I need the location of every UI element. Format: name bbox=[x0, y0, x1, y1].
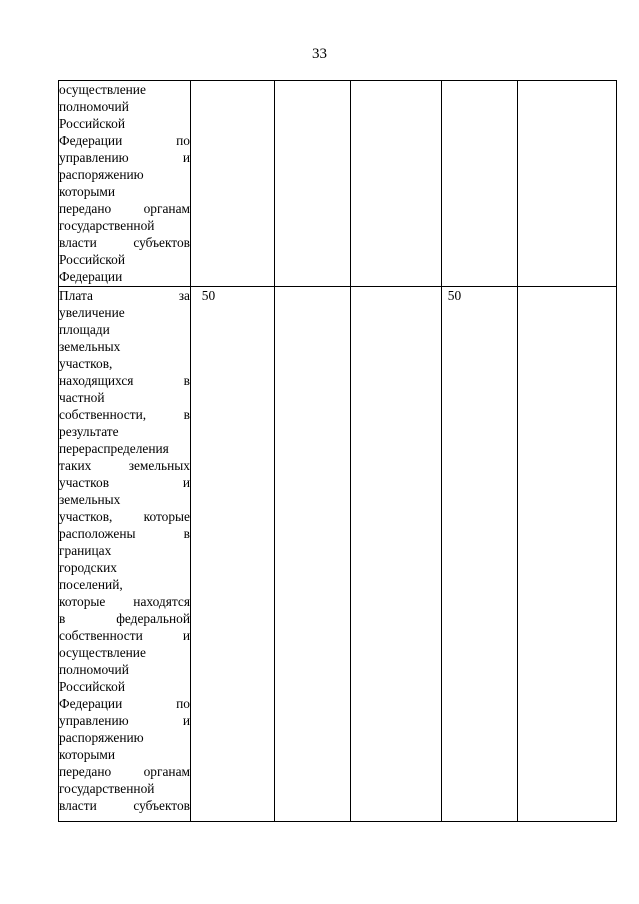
description-line: распоряжению bbox=[59, 730, 144, 745]
description-line: Российской bbox=[59, 252, 125, 267]
budget-table bbox=[58, 80, 617, 822]
description-line: земельных bbox=[59, 339, 121, 354]
description-line: участков и bbox=[59, 475, 190, 490]
description-line: участков, которые bbox=[59, 509, 190, 524]
description-line: Плата за bbox=[59, 288, 190, 303]
description-line: которыми bbox=[59, 747, 116, 762]
description-line: собственности и bbox=[59, 628, 190, 643]
description-line: Федерации по bbox=[59, 133, 190, 148]
description-line: участков, bbox=[59, 356, 113, 371]
description-line: полномочий bbox=[59, 99, 129, 114]
description-line: границах bbox=[59, 543, 112, 558]
description-line: поселений, bbox=[59, 577, 123, 592]
description-line: власти субъектов bbox=[59, 235, 190, 250]
table-row bbox=[59, 287, 617, 822]
description-line: результате bbox=[59, 424, 119, 439]
value-cell bbox=[351, 81, 442, 287]
description-line: находящихся в bbox=[59, 373, 190, 388]
value-cell bbox=[442, 81, 518, 287]
description-line: государственной bbox=[59, 218, 155, 233]
description-line: расположены в bbox=[59, 526, 190, 541]
description-line: Российской bbox=[59, 116, 125, 131]
row-description-cell bbox=[59, 81, 191, 287]
description-line: частной bbox=[59, 390, 105, 405]
description-line: земельных bbox=[59, 492, 121, 507]
row-description-cell bbox=[59, 287, 191, 822]
description-line: собственности, в bbox=[59, 407, 190, 422]
description-line: площади bbox=[59, 322, 110, 337]
description-line: городских bbox=[59, 560, 117, 575]
description-line: передано органам bbox=[59, 764, 190, 779]
description-line: которыми bbox=[59, 184, 116, 199]
description-line: управлению и bbox=[59, 713, 190, 728]
description-line: в федеральной bbox=[59, 611, 190, 626]
description-line: увеличение bbox=[59, 305, 125, 320]
value-cell bbox=[351, 287, 442, 822]
value-cell bbox=[191, 81, 275, 287]
description-line: распоряжению bbox=[59, 167, 144, 182]
description-line: перераспределения bbox=[59, 441, 169, 456]
description-line: таких земельных bbox=[59, 458, 190, 473]
value-cell bbox=[275, 81, 351, 287]
value-cell: 50 bbox=[442, 287, 518, 822]
description-line: передано органам bbox=[59, 201, 190, 216]
value-cell bbox=[275, 287, 351, 822]
table-row bbox=[59, 81, 617, 287]
description-line: полномочий bbox=[59, 662, 129, 677]
description-line: Российской bbox=[59, 679, 125, 694]
description-line: осуществление bbox=[59, 82, 146, 97]
description-line: государственной bbox=[59, 781, 155, 796]
value-cell bbox=[518, 287, 617, 822]
value-cell bbox=[518, 81, 617, 287]
description-line: Федерации bbox=[59, 269, 123, 284]
value-cell: 50 bbox=[191, 287, 275, 822]
description-line: осуществление bbox=[59, 645, 146, 660]
description-line: которые находятся bbox=[59, 594, 190, 609]
page-number: 33 bbox=[312, 46, 327, 62]
description-line: управлению и bbox=[59, 150, 190, 165]
description-line: власти субъектов bbox=[59, 798, 190, 813]
description-line: Федерации по bbox=[59, 696, 190, 711]
